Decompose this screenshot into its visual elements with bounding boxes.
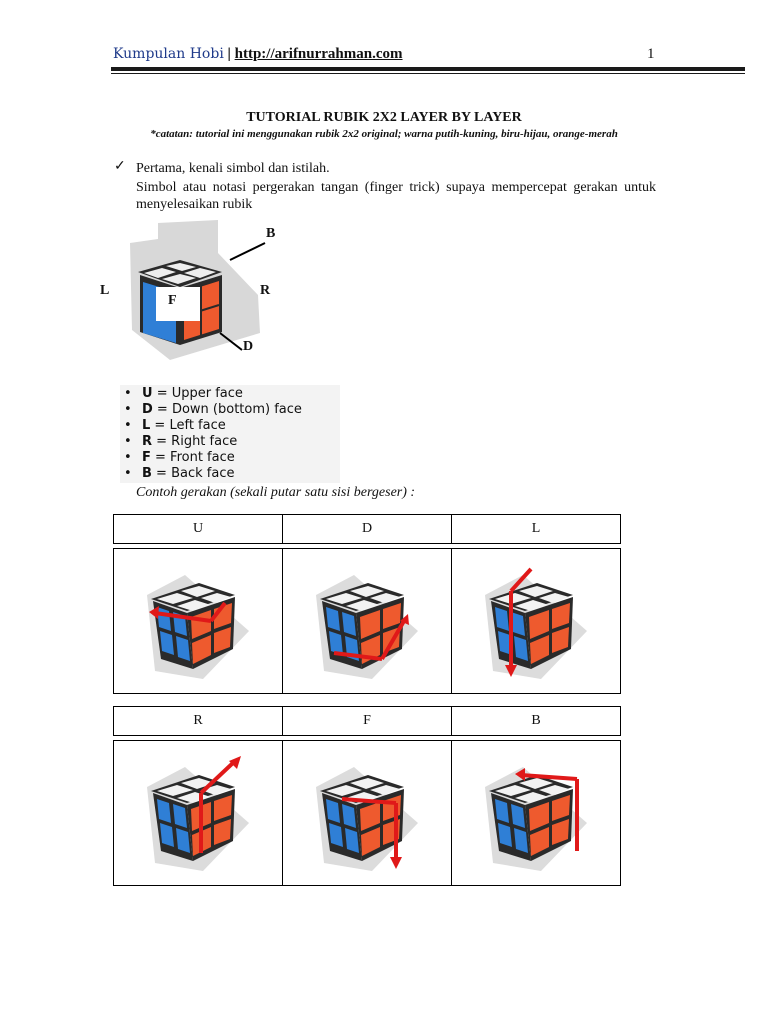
table-image-cell: [282, 549, 451, 693]
header-rule-thin: [111, 73, 745, 74]
symbol-item: • F = Front face: [124, 450, 235, 465]
front-label-box: [156, 287, 200, 321]
symbol-key: U: [142, 386, 153, 401]
symbol-item: • U = Upper face: [124, 386, 243, 401]
table-image-cell: [282, 741, 451, 885]
table-header-cell: R: [193, 713, 203, 728]
symbol-list: [120, 385, 340, 483]
table-header-cell: F: [282, 707, 451, 735]
symbol-item: • B = Back face: [124, 466, 235, 481]
symbol-desc: = Back face: [151, 466, 235, 481]
symbol-key: R: [142, 434, 153, 449]
symbol-desc: = Left face: [150, 418, 226, 433]
table-image-cell: [451, 741, 620, 885]
symbol-item: • D = Down (bottom) face: [124, 402, 302, 417]
table-image-cell: [451, 549, 620, 693]
diagram-label-r: R: [260, 283, 271, 298]
diagram-label-l: L: [100, 283, 110, 298]
moves-table-2-images: [113, 740, 621, 886]
moves-table-1-header: [113, 514, 621, 544]
diagram-label-f: F: [168, 293, 177, 308]
symbol-desc: = Upper face: [152, 386, 243, 401]
moves-table-1-images: [113, 548, 621, 694]
symbol-desc: = Front face: [150, 450, 235, 465]
site-url-link[interactable]: http://arifnurrahman.com: [234, 46, 403, 62]
move-l-cube-image: [481, 561, 591, 681]
checkmark-icon: ✓: [114, 159, 126, 174]
header-separator: |: [227, 46, 231, 62]
symbol-key: B: [142, 466, 152, 481]
page-title: TUTORIAL RUBIK 2X2 LAYER BY LAYER: [246, 110, 522, 125]
move-b-cube-image: [481, 753, 591, 873]
intro-line-1: Pertama, kenali simbol dan istilah.: [136, 161, 330, 176]
running-header: [113, 46, 403, 63]
move-u-cube-image: [143, 561, 253, 681]
symbol-item: • R = Right face: [124, 434, 238, 449]
table-image-cell: [114, 741, 282, 885]
header-rule-thick: [111, 67, 745, 71]
symbol-item: • L = Left face: [124, 418, 226, 433]
page-number: 1: [647, 46, 655, 62]
table-header-cell: D: [282, 515, 451, 543]
diagram-label-b: B: [266, 226, 276, 241]
move-r-cube-image: [143, 753, 253, 873]
symbol-key: D: [142, 402, 153, 417]
table-image-cell: [114, 549, 282, 693]
diagram-label-d: D: [243, 339, 254, 354]
move-f-cube-image: [312, 753, 422, 873]
move-d-cube-image: [312, 561, 422, 681]
intro-line-2: Simbol atau notasi pergerakan tangan (finger trick) supaya mempercepat gerakan untuk menyelesaikan rubik: [136, 180, 656, 212]
table-header-cell: B: [451, 707, 620, 735]
example-label: Contoh gerakan (sekali putar satu sisi bergeser) :: [136, 485, 416, 500]
site-name: Kumpulan Hobi: [113, 46, 224, 62]
note-text: *catatan: tutorial ini menggunakan rubik 2x2 original; warna putih-kuning, biru-hijau, orange-merah: [150, 128, 618, 140]
symbol-key: F: [142, 450, 151, 465]
pointer-line-b: [230, 243, 265, 260]
moves-table-2-header: [113, 706, 621, 736]
table-header-cell: L: [451, 515, 620, 543]
table-header-cell: U: [192, 521, 204, 536]
symbol-key: L: [142, 418, 151, 433]
symbol-desc: = Down (bottom) face: [152, 402, 302, 417]
symbol-desc: = Right face: [152, 434, 238, 449]
